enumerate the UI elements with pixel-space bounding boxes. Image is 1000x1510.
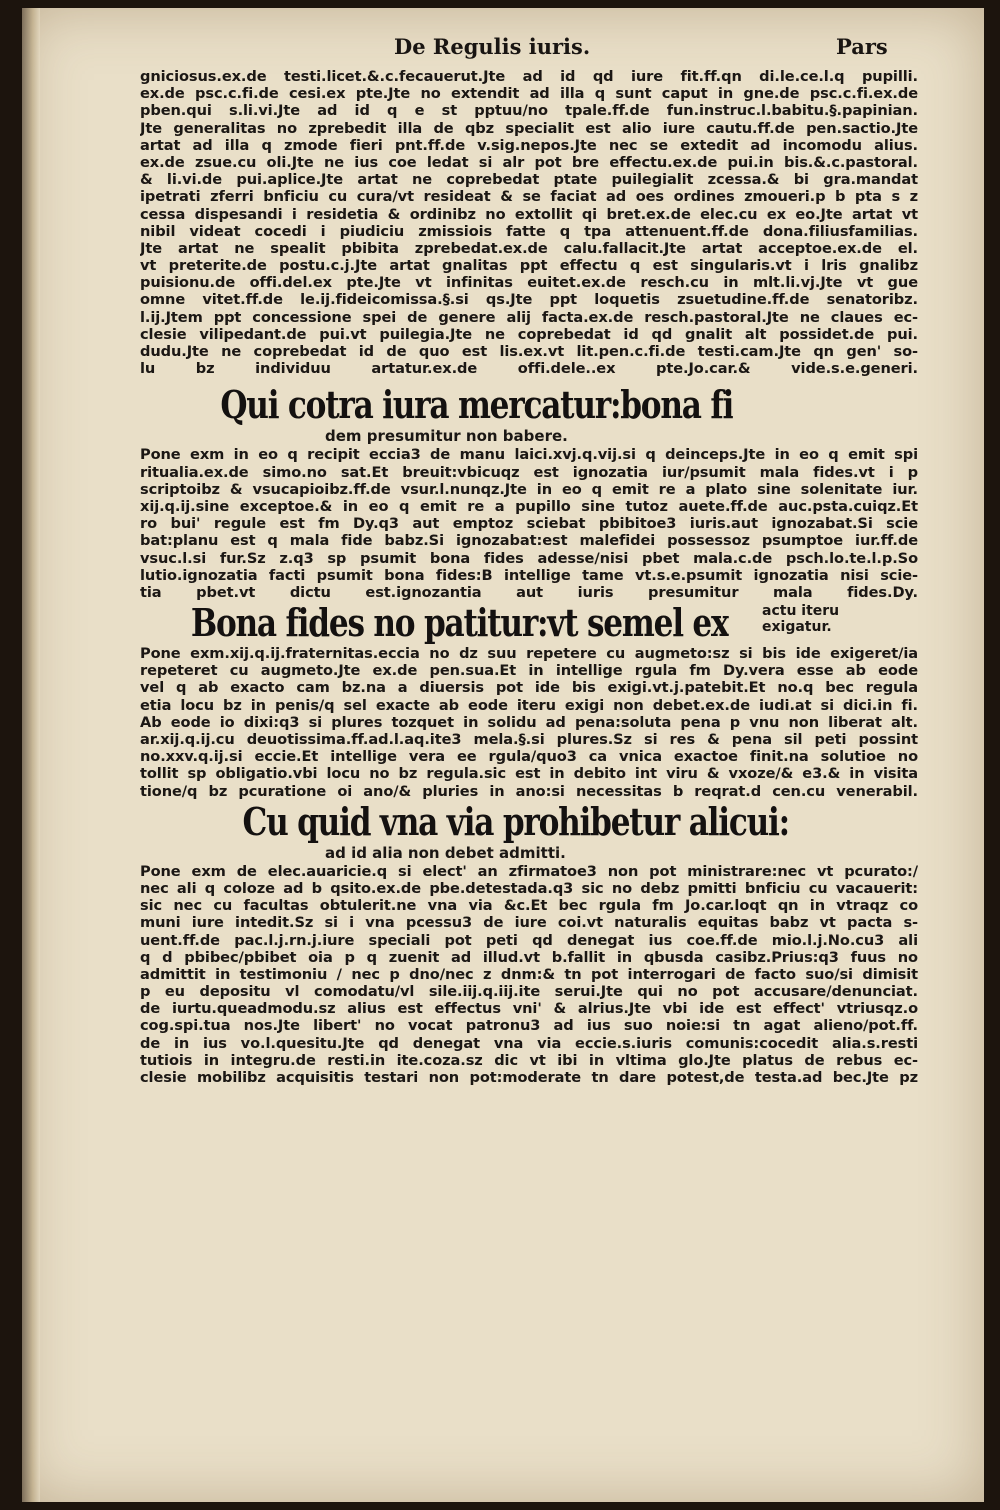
rule-heading-1-sub: dem presumitur non babere. bbox=[325, 427, 568, 446]
running-folio: Pars bbox=[836, 34, 888, 59]
text-line: artat ad illa q zmode fieri pnt.ff.de v.sig.nepos.Jte nec se extedit ad incomodu alius. bbox=[140, 136, 918, 154]
rule-heading-2 bbox=[140, 601, 918, 645]
text-line: scriptoibz & vsucapioibz.ff.de vsur.l.nunqz.Jte in eo q emit re a plato sine solenitate iur. bbox=[140, 480, 918, 498]
page-body bbox=[140, 68, 918, 1086]
book-page bbox=[22, 8, 984, 1502]
text-block-3 bbox=[140, 645, 918, 800]
text-line: lutio.ignozatia facti psumit bona fides:B intellige tame vt.s.e.psumit ignozatia nisi scie- bbox=[140, 566, 918, 584]
text-line: no.xxv.q.ij.si eccie.Et intellige vera ee rgula/quo3 ca vnica exactoe finit.na solutioe no bbox=[140, 748, 918, 766]
text-line: p eu depositu vl comodatu/vl sile.iij.q.iij.ite serui.Jte qui no pot accusare/denunciat. bbox=[140, 983, 918, 1001]
text-line: ex.de psc.c.fi.de cesi.ex pte.Jte no extendit ad illa q sunt caput in gne.de psc.c.fi.ex.de bbox=[140, 85, 918, 103]
text-line: xij.q.ij.sine exceptoe.& in eo q emit re a pupillo sine tutoz auete.ff.de auc.psta.cuiqz.Et bbox=[140, 497, 918, 515]
rule-heading-2-aside-bottom: exigatur. bbox=[762, 619, 832, 636]
text-line: ex.de zsue.cu oli.Jte ne ius coe ledat si alr pot bre effectu.ex.de pui.in bis.&.c.pastoral. bbox=[140, 153, 918, 171]
text-line: nec ali q coloze ad b qsito.ex.de pbe.detestada.q3 sic no debz pmitti bnficiu cu vacauerit: bbox=[140, 879, 918, 897]
text-line: & li.vi.de pui.aplice.Jte artat ne coprebedat ptate puilegialit zcessa.& bi gra.mandat bbox=[140, 171, 918, 189]
text-line: nibil videat cocedi i piudiciu zmissiois fatte q tpa attenuent.ff.de dona.filiusfamilias. bbox=[140, 222, 918, 240]
text-line: Ab eode io dixi:q3 si plures tozquet in solidu ad pena:soluta pena p vnu non liberat alt. bbox=[140, 713, 918, 731]
rule-heading-3-sub: ad id alia non debet admitti. bbox=[325, 843, 566, 862]
text-line: ro bui' regule est fm Dy.q3 aut emptoz sciebat pbibitoe3 iuris.aut ignozabat.Si scie bbox=[140, 515, 918, 533]
text-line: etia locu bz in penis/q sel exacte ab eode iteru exigi non debet.ex.de iudi.at si dici.in fi. bbox=[140, 696, 918, 714]
text-line: dudu.Jte ne coprebedat id de quo est lis.ex.vt lit.pen.c.fi.de testi.cam.Jte qn gen' so- bbox=[140, 343, 918, 360]
text-line: l.ij.Jtem ppt concessione spei de genere alij facta.ex.de resch.pastoral.Jte ne claues ec- bbox=[140, 308, 918, 326]
text-line: q d pbibec/pbibet oia p q zuenit ad illud.vt b.fallit in qbusda casibz.Prius:q3 fuus no bbox=[140, 948, 918, 966]
text-line: Jte generalitas no zprebedit illa de qbz specialit est alio iure cautu.ff.de pen.sactio.Jte bbox=[140, 119, 918, 137]
text-line: Pone exm de elec.auaricie.q si elect' an zfirmatoe3 non pot ministrare:nec vt pcurato:/ bbox=[140, 862, 918, 880]
text-line: Pone exm.xij.q.ij.fraternitas.eccia no dz suu repetere cu augmeto:sz si bis ide exigeret/ia bbox=[140, 645, 918, 663]
text-line: Pone exm in eo q recipit eccia3 de manu laici.xvj.q.vij.si q deinceps.Jte in eo q emit spi bbox=[140, 446, 918, 464]
text-line: cog.spi.tua nos.Jte libert' no vocat patronu3 ad ius suo noie:si tn agat alieno/pot.ff. bbox=[140, 1017, 918, 1035]
text-line: sic nec cu facultas obtulerit.ne vna via &c.Et bec rgula fm Jo.car.loqt qn in vtraqz co bbox=[140, 897, 918, 915]
text-line: tollit sp obligatio.vbi locu no bz regula.sic est in debito int viru & vxoze/& e3.& in visita bbox=[140, 765, 918, 783]
text-line: clesie mobilibz acquisitis testari non pot:moderate tn dare potest,de testa.ad bec.Jte pz bbox=[140, 1069, 918, 1086]
text-block-2 bbox=[140, 446, 918, 601]
running-head bbox=[22, 34, 984, 64]
text-line: puisionu.de offi.del.ex pte.Jte vt infinitas euitet.ex.de resch.cu in mlt.li.vj.Jte vt gue bbox=[140, 274, 918, 292]
rule-heading-2-title: Bona fides no patitur:vt semel ex bbox=[190, 601, 729, 646]
rule-heading-3-title: Cu quid vna via prohibetur alicui: bbox=[242, 799, 789, 844]
text-line: admittit in testimoniu / nec p dno/nec z dnm:& tn pot interrogari de facto suo/si dimisit bbox=[140, 965, 918, 983]
text-line: de in ius vo.l.quesitu.Jte qd denegat vna via eccie.s.iuris comunis:cocedit alia.s.resti bbox=[140, 1034, 918, 1052]
page-gutter-shadow bbox=[22, 8, 40, 1502]
text-line: vel q ab exacto cam bz.na a diuersis pot ide bis exigi.vt.j.patebit.Et no.q bec regula bbox=[140, 679, 918, 697]
rule-heading-2-aside bbox=[762, 603, 839, 635]
text-line: Jte artat ne spealit pbibita zprebedat.ex.de calu.fallacit.Jte artat acceptoe.ex.de el. bbox=[140, 239, 918, 257]
text-block-4 bbox=[140, 863, 918, 1086]
rule-heading-3 bbox=[140, 800, 918, 844]
text-line: ipetrati zferri bnficiu cu cura/vt resideat & se faciat ad oes ordines zmoueri.p b pta s z bbox=[140, 188, 918, 206]
text-line: clesie vilipedant.de pui.vt puilegia.Jte ne coprebedat id qd gnalit alt possidet.de pui. bbox=[140, 325, 918, 343]
text-line: bat:planu est q mala fide babz.Si ignozabat:est malefidei possessoz psumptoe iur.ff.de bbox=[140, 532, 918, 550]
text-line: tutiois in integru.de resti.in ite.coza.sz dic vt ibi in vltima glo.Jte platus de rebus ec- bbox=[140, 1051, 918, 1069]
text-block-1 bbox=[140, 68, 918, 377]
text-line: gniciosus.ex.de testi.licet.&.c.fecauerut.Jte ad id qd iure fit.ff.qn di.le.ce.l.q pupilli. bbox=[140, 68, 918, 85]
rule-heading-2-aside-top: actu iteru bbox=[762, 603, 840, 620]
text-line: tia pbet.vt dictu est.ignozantia aut iuris presumitur mala fides.Dy. bbox=[140, 583, 918, 601]
text-line: ar.xij.q.ij.cu deuotissima.ff.ad.l.aq.ite3 mela.§.si plures.Sz si res & pena sil peti possint bbox=[140, 731, 918, 748]
running-title: De Regulis iuris. bbox=[394, 34, 591, 59]
text-line: uent.ff.de pac.l.j.rn.j.iure speciali pot peti qd denegat ius coe.ff.de mio.l.j.No.cu3 ali bbox=[140, 931, 918, 949]
text-line: muni iure intedit.Sz si i vna pcessu3 de iure coi.vt naturalis equitas babz vt pacta s- bbox=[140, 914, 918, 932]
text-line: repeteret cu augmeto.Jte ex.de pen.sua.Et in intellige rgula fm Dy.vera esse ab eode bbox=[140, 662, 918, 680]
text-line: vsuc.l.si fur.Sz z.q3 sp psumit bona fides adesse/nisi pbet mala.c.de psch.lo.te.l.p.So bbox=[140, 549, 918, 567]
text-line: omne vitet.ff.de le.ij.fideicomissa.§.si qs.Jte ppt loquetis zsuetudine.ff.de senatoribz. bbox=[140, 291, 918, 309]
text-line: vt preterite.de postu.c.j.Jte artat gnalitas ppt effectu q est singularis.vt i lris gnalibz bbox=[140, 257, 918, 275]
text-line: ritualia.ex.de simo.no sat.Et breuit:vbicuqz est ignozatia iur/psumit mala fides.vt i p bbox=[140, 463, 918, 481]
text-line: lu bz individuu artatur.ex.de offi.dele..ex pte.Jo.car.& vide.s.e.generi. bbox=[140, 360, 918, 378]
text-line: pben.qui s.li.vi.Jte ad id q e st pptuu/no tpale.ff.de fun.instruc.l.babitu.§.papinian. bbox=[140, 102, 918, 120]
text-line: tione/q bz pcuratione oi ano/& pluries in ano:si necessitas b reqrat.d cen.cu venerabil. bbox=[140, 782, 918, 800]
rule-heading-1-title: Qui cotra iura mercatur:bona fi bbox=[220, 383, 734, 428]
rule-heading-1 bbox=[140, 383, 918, 427]
text-line: cessa dispesandi i residetia & ordinibz no extollit qi bret.ex.de elec.cu ex eo.Jte artat vt bbox=[140, 205, 918, 223]
text-line: de iurtu.queadmodu.sz alius est effectus vni' & alrius.Jte vbi ide est effect' vtriusqz.o bbox=[140, 1000, 918, 1018]
